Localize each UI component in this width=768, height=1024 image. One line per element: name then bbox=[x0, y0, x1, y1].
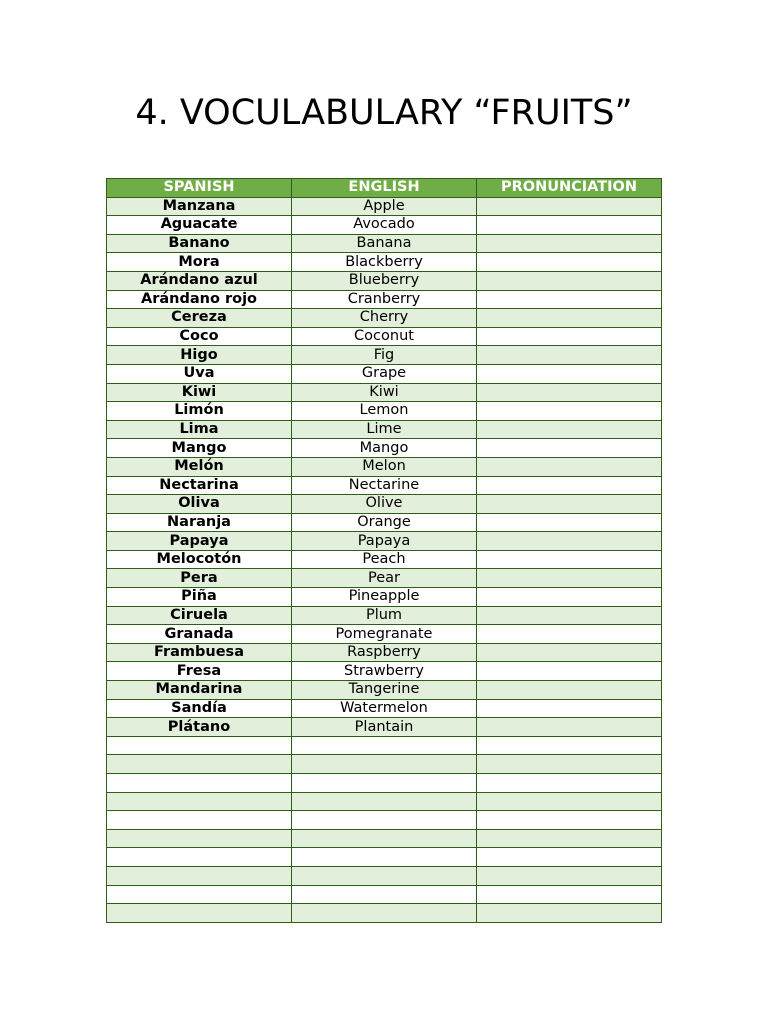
cell-pronunciation[interactable] bbox=[477, 811, 662, 830]
cell-pronunciation[interactable] bbox=[477, 383, 662, 402]
cell-pronunciation[interactable] bbox=[477, 364, 662, 383]
table-row bbox=[107, 439, 662, 458]
cell-spanish: Naranja bbox=[107, 513, 292, 532]
cell-english: Blackberry bbox=[292, 253, 477, 272]
cell-english: Melon bbox=[292, 457, 477, 476]
cell-pronunciation[interactable] bbox=[477, 792, 662, 811]
cell-english bbox=[292, 848, 477, 867]
cell-english: Apple bbox=[292, 197, 477, 216]
cell-english: Plum bbox=[292, 606, 477, 625]
cell-spanish bbox=[107, 866, 292, 885]
cell-pronunciation[interactable] bbox=[477, 866, 662, 885]
cell-english: Lime bbox=[292, 420, 477, 439]
cell-english: Blueberry bbox=[292, 271, 477, 290]
cell-english: Peach bbox=[292, 550, 477, 569]
cell-english: Plantain bbox=[292, 718, 477, 737]
cell-pronunciation[interactable] bbox=[477, 402, 662, 421]
cell-pronunciation[interactable] bbox=[477, 309, 662, 328]
table-row bbox=[107, 457, 662, 476]
cell-english: Pomegranate bbox=[292, 625, 477, 644]
cell-pronunciation[interactable] bbox=[477, 234, 662, 253]
vocabulary-table bbox=[106, 178, 662, 923]
table-row bbox=[107, 383, 662, 402]
cell-spanish: Sandía bbox=[107, 699, 292, 718]
table-row bbox=[107, 829, 662, 848]
table-row bbox=[107, 309, 662, 328]
cell-english: Pear bbox=[292, 569, 477, 588]
cell-english bbox=[292, 755, 477, 774]
cell-english bbox=[292, 904, 477, 923]
cell-pronunciation[interactable] bbox=[477, 569, 662, 588]
table-row bbox=[107, 699, 662, 718]
cell-english: Pineapple bbox=[292, 588, 477, 607]
table-row bbox=[107, 736, 662, 755]
cell-spanish bbox=[107, 811, 292, 830]
cell-spanish bbox=[107, 736, 292, 755]
table-row bbox=[107, 234, 662, 253]
header-spanish: SPANISH bbox=[107, 179, 292, 198]
table-row bbox=[107, 420, 662, 439]
cell-spanish: Mora bbox=[107, 253, 292, 272]
cell-spanish bbox=[107, 885, 292, 904]
cell-english: Papaya bbox=[292, 532, 477, 551]
page-title: 4. VOCULABULARY “FRUITS” bbox=[135, 93, 633, 133]
cell-english: Cherry bbox=[292, 309, 477, 328]
cell-spanish: Mandarina bbox=[107, 681, 292, 700]
cell-spanish: Nectarina bbox=[107, 476, 292, 495]
cell-pronunciation[interactable] bbox=[477, 457, 662, 476]
cell-pronunciation[interactable] bbox=[477, 588, 662, 607]
header-english: ENGLISH bbox=[292, 179, 477, 198]
cell-english bbox=[292, 792, 477, 811]
table-row bbox=[107, 811, 662, 830]
cell-pronunciation[interactable] bbox=[477, 662, 662, 681]
table-row bbox=[107, 606, 662, 625]
cell-pronunciation[interactable] bbox=[477, 290, 662, 309]
cell-pronunciation[interactable] bbox=[477, 327, 662, 346]
cell-pronunciation[interactable] bbox=[477, 476, 662, 495]
cell-english: Lemon bbox=[292, 402, 477, 421]
cell-pronunciation[interactable] bbox=[477, 216, 662, 235]
cell-pronunciation[interactable] bbox=[477, 848, 662, 867]
cell-pronunciation[interactable] bbox=[477, 643, 662, 662]
table-row bbox=[107, 550, 662, 569]
cell-pronunciation[interactable] bbox=[477, 885, 662, 904]
cell-english: Kiwi bbox=[292, 383, 477, 402]
table-row bbox=[107, 792, 662, 811]
cell-pronunciation[interactable] bbox=[477, 718, 662, 737]
table-row bbox=[107, 271, 662, 290]
cell-spanish: Limón bbox=[107, 402, 292, 421]
header-pronunciation: PRONUNCIATION bbox=[477, 179, 662, 198]
cell-spanish: Aguacate bbox=[107, 216, 292, 235]
table-row bbox=[107, 848, 662, 867]
cell-pronunciation[interactable] bbox=[477, 829, 662, 848]
cell-english: Tangerine bbox=[292, 681, 477, 700]
table-row bbox=[107, 588, 662, 607]
cell-pronunciation[interactable] bbox=[477, 532, 662, 551]
cell-english: Grape bbox=[292, 364, 477, 383]
table-row bbox=[107, 774, 662, 793]
table-row bbox=[107, 327, 662, 346]
cell-spanish: Plátano bbox=[107, 718, 292, 737]
cell-pronunciation[interactable] bbox=[477, 439, 662, 458]
table-header-row bbox=[107, 179, 662, 198]
cell-spanish: Manzana bbox=[107, 197, 292, 216]
table-row bbox=[107, 625, 662, 644]
cell-spanish: Oliva bbox=[107, 495, 292, 514]
cell-english: Mango bbox=[292, 439, 477, 458]
cell-english: Strawberry bbox=[292, 662, 477, 681]
cell-spanish: Arándano azul bbox=[107, 271, 292, 290]
cell-pronunciation[interactable] bbox=[477, 197, 662, 216]
table-row bbox=[107, 885, 662, 904]
table-row bbox=[107, 476, 662, 495]
cell-spanish: Piña bbox=[107, 588, 292, 607]
cell-pronunciation[interactable] bbox=[477, 495, 662, 514]
table-row bbox=[107, 346, 662, 365]
cell-english bbox=[292, 866, 477, 885]
cell-pronunciation[interactable] bbox=[477, 755, 662, 774]
cell-english: Nectarine bbox=[292, 476, 477, 495]
cell-pronunciation[interactable] bbox=[477, 253, 662, 272]
table-row bbox=[107, 495, 662, 514]
cell-spanish bbox=[107, 774, 292, 793]
cell-spanish: Fresa bbox=[107, 662, 292, 681]
cell-pronunciation[interactable] bbox=[477, 420, 662, 439]
cell-spanish: Ciruela bbox=[107, 606, 292, 625]
table-row bbox=[107, 216, 662, 235]
cell-english bbox=[292, 774, 477, 793]
table-row bbox=[107, 681, 662, 700]
cell-spanish bbox=[107, 829, 292, 848]
table-row bbox=[107, 532, 662, 551]
cell-spanish: Uva bbox=[107, 364, 292, 383]
cell-spanish: Pera bbox=[107, 569, 292, 588]
table-row bbox=[107, 662, 662, 681]
cell-spanish bbox=[107, 755, 292, 774]
cell-pronunciation[interactable] bbox=[477, 606, 662, 625]
cell-english: Olive bbox=[292, 495, 477, 514]
cell-english: Raspberry bbox=[292, 643, 477, 662]
cell-english bbox=[292, 811, 477, 830]
cell-english: Fig bbox=[292, 346, 477, 365]
cell-english: Avocado bbox=[292, 216, 477, 235]
cell-english bbox=[292, 885, 477, 904]
table-row bbox=[107, 197, 662, 216]
cell-spanish: Mango bbox=[107, 439, 292, 458]
cell-spanish: Cereza bbox=[107, 309, 292, 328]
cell-pronunciation[interactable] bbox=[477, 699, 662, 718]
cell-spanish: Melón bbox=[107, 457, 292, 476]
cell-pronunciation[interactable] bbox=[477, 550, 662, 569]
table-row bbox=[107, 402, 662, 421]
cell-spanish bbox=[107, 904, 292, 923]
table-row bbox=[107, 569, 662, 588]
cell-english: Banana bbox=[292, 234, 477, 253]
cell-spanish: Frambuesa bbox=[107, 643, 292, 662]
cell-english bbox=[292, 829, 477, 848]
cell-pronunciation[interactable] bbox=[477, 774, 662, 793]
cell-pronunciation[interactable] bbox=[477, 513, 662, 532]
table-row bbox=[107, 513, 662, 532]
cell-spanish: Granada bbox=[107, 625, 292, 644]
table-row bbox=[107, 290, 662, 309]
cell-spanish: Banano bbox=[107, 234, 292, 253]
cell-pronunciation[interactable] bbox=[477, 625, 662, 644]
table-row bbox=[107, 866, 662, 885]
cell-english: Orange bbox=[292, 513, 477, 532]
table-row bbox=[107, 718, 662, 737]
cell-pronunciation[interactable] bbox=[477, 271, 662, 290]
table-body bbox=[107, 197, 662, 922]
cell-spanish: Kiwi bbox=[107, 383, 292, 402]
cell-spanish bbox=[107, 848, 292, 867]
cell-spanish bbox=[107, 792, 292, 811]
table-row bbox=[107, 643, 662, 662]
cell-english: Coconut bbox=[292, 327, 477, 346]
cell-pronunciation[interactable] bbox=[477, 736, 662, 755]
cell-spanish: Higo bbox=[107, 346, 292, 365]
cell-english: Watermelon bbox=[292, 699, 477, 718]
cell-pronunciation[interactable] bbox=[477, 346, 662, 365]
cell-spanish: Coco bbox=[107, 327, 292, 346]
table-row bbox=[107, 755, 662, 774]
cell-english: Cranberry bbox=[292, 290, 477, 309]
cell-pronunciation[interactable] bbox=[477, 904, 662, 923]
cell-spanish: Melocotón bbox=[107, 550, 292, 569]
table-row bbox=[107, 904, 662, 923]
cell-spanish: Lima bbox=[107, 420, 292, 439]
cell-english bbox=[292, 736, 477, 755]
cell-spanish: Papaya bbox=[107, 532, 292, 551]
cell-pronunciation[interactable] bbox=[477, 681, 662, 700]
table-row bbox=[107, 364, 662, 383]
table-row bbox=[107, 253, 662, 272]
cell-spanish: Arándano rojo bbox=[107, 290, 292, 309]
